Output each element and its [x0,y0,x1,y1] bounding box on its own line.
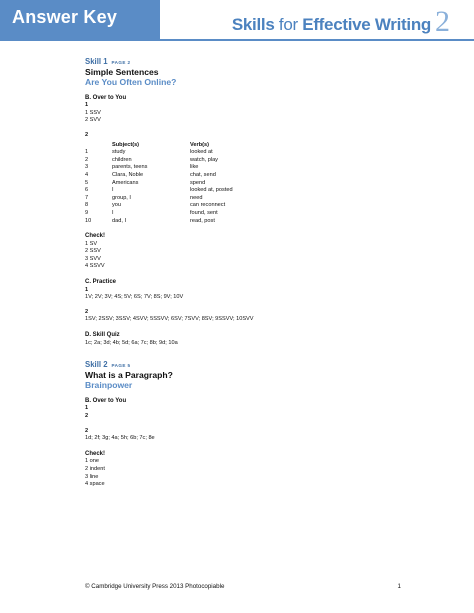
skill1-table-number: 2 [85,131,89,138]
skill1-c1-answers: 1V; 2V; 3V; 4S; 5V; 6S; 7V; 8S; 9V; 10V [85,294,184,301]
check-line: 1 SV [85,240,98,247]
table-row: 1 study looked at [85,149,213,156]
table-row: 6 I looked at, posted [85,187,233,194]
table-row: 9 I found, sent [85,209,218,216]
skill1-page-ref: PAGE 2 [111,60,131,65]
page-footer [85,583,401,590]
check-line: 2 indent [85,465,105,472]
page-header [0,0,474,40]
table-row: 3 parents, teens like [85,164,199,171]
book-brand-logo [231,5,450,38]
skill1-c2-number: 2 [85,308,89,315]
skill1-c1-number: 1 [85,286,89,293]
skill1-label: Skill 1 [85,57,108,66]
copyright-notice: © Cambridge University Press 2013 Photocopiable [85,583,225,590]
subjects-header: Subject(s) [112,141,140,148]
table-row: 4 Clara, Noble chat, send [85,171,216,178]
skill1-b-line: 2 SVV [85,117,101,124]
table-header-row [85,142,233,150]
page-number: 1 [397,583,401,590]
skill2-b-line: 1 [85,405,89,412]
brand-number: 2 [435,5,450,38]
skill2-check-title: Check! [85,450,106,457]
skill2-label: Skill 2 [85,360,108,370]
table-row: 2 children watch, play [85,156,218,163]
brand-main: Skills [231,15,275,34]
subject-verb-table [85,142,233,226]
table-row: 10 dad, I read, post [85,217,215,224]
check-line: 1 one [85,458,99,465]
brand-title [232,15,431,35]
skill1-section-d-title: D. Skill Quiz [85,332,120,339]
check-line: 4 space [85,481,105,488]
skill1-section-b-title: B. Over to You [85,94,127,101]
skill1-section-c-title: C. Practice [85,279,117,286]
brand-rest: Effective Writing [302,15,431,34]
check-line: 3 SVV [85,255,101,262]
skill1-b-number: 1 [85,102,89,109]
skill2-section-b-title: B. Over to You [85,397,127,404]
skill1-check-title: Check! [85,233,106,240]
answer-content [85,58,445,489]
answer-key-banner [0,0,160,40]
brand-for: for [274,15,303,34]
skill1-heading [85,58,445,67]
skill2-c-answers: 1d; 2f; 3g; 4a; 5h; 6b; 7c; 8e [85,435,155,442]
skill1-d-answers: 1c; 2a; 3d; 4b; 5d; 6a; 7c; 8b; 9d; 10a [85,339,178,346]
verbs-header: Verb(s) [190,141,209,148]
skill2-heading [85,361,445,370]
skill1-title: Simple Sentences [85,66,159,77]
check-line: 2 SSV [85,248,101,255]
skill2-b-line: 2 [85,413,89,419]
table-row: 7 group, I need [85,194,203,201]
skill1-subtitle: Are You Often Online? [85,76,177,87]
skill2-c-number: 2 [85,427,89,434]
check-line: 4 SSVV [85,263,105,270]
table-row: 5 Americans spend [85,179,206,186]
skill2-title: What is a Paragraph? [85,369,173,380]
check-line: 3 line [85,473,99,480]
skill1-b-line: 1 SSV [85,109,101,116]
skill2-subtitle: Brainpower [85,379,133,390]
answer-key-title: Answer Key [12,7,118,27]
skill1-c2-answers: 1SV; 2SSV; 3SSV; 4SVV; 5SSVV; 6SV; 7SVV; 8SV; 9SSVV; 10SVV [85,316,254,323]
header-divider [0,39,474,41]
skill2-page-ref: PAGE 5 [111,363,131,369]
table-row: 8 you can reconnect [85,202,226,209]
